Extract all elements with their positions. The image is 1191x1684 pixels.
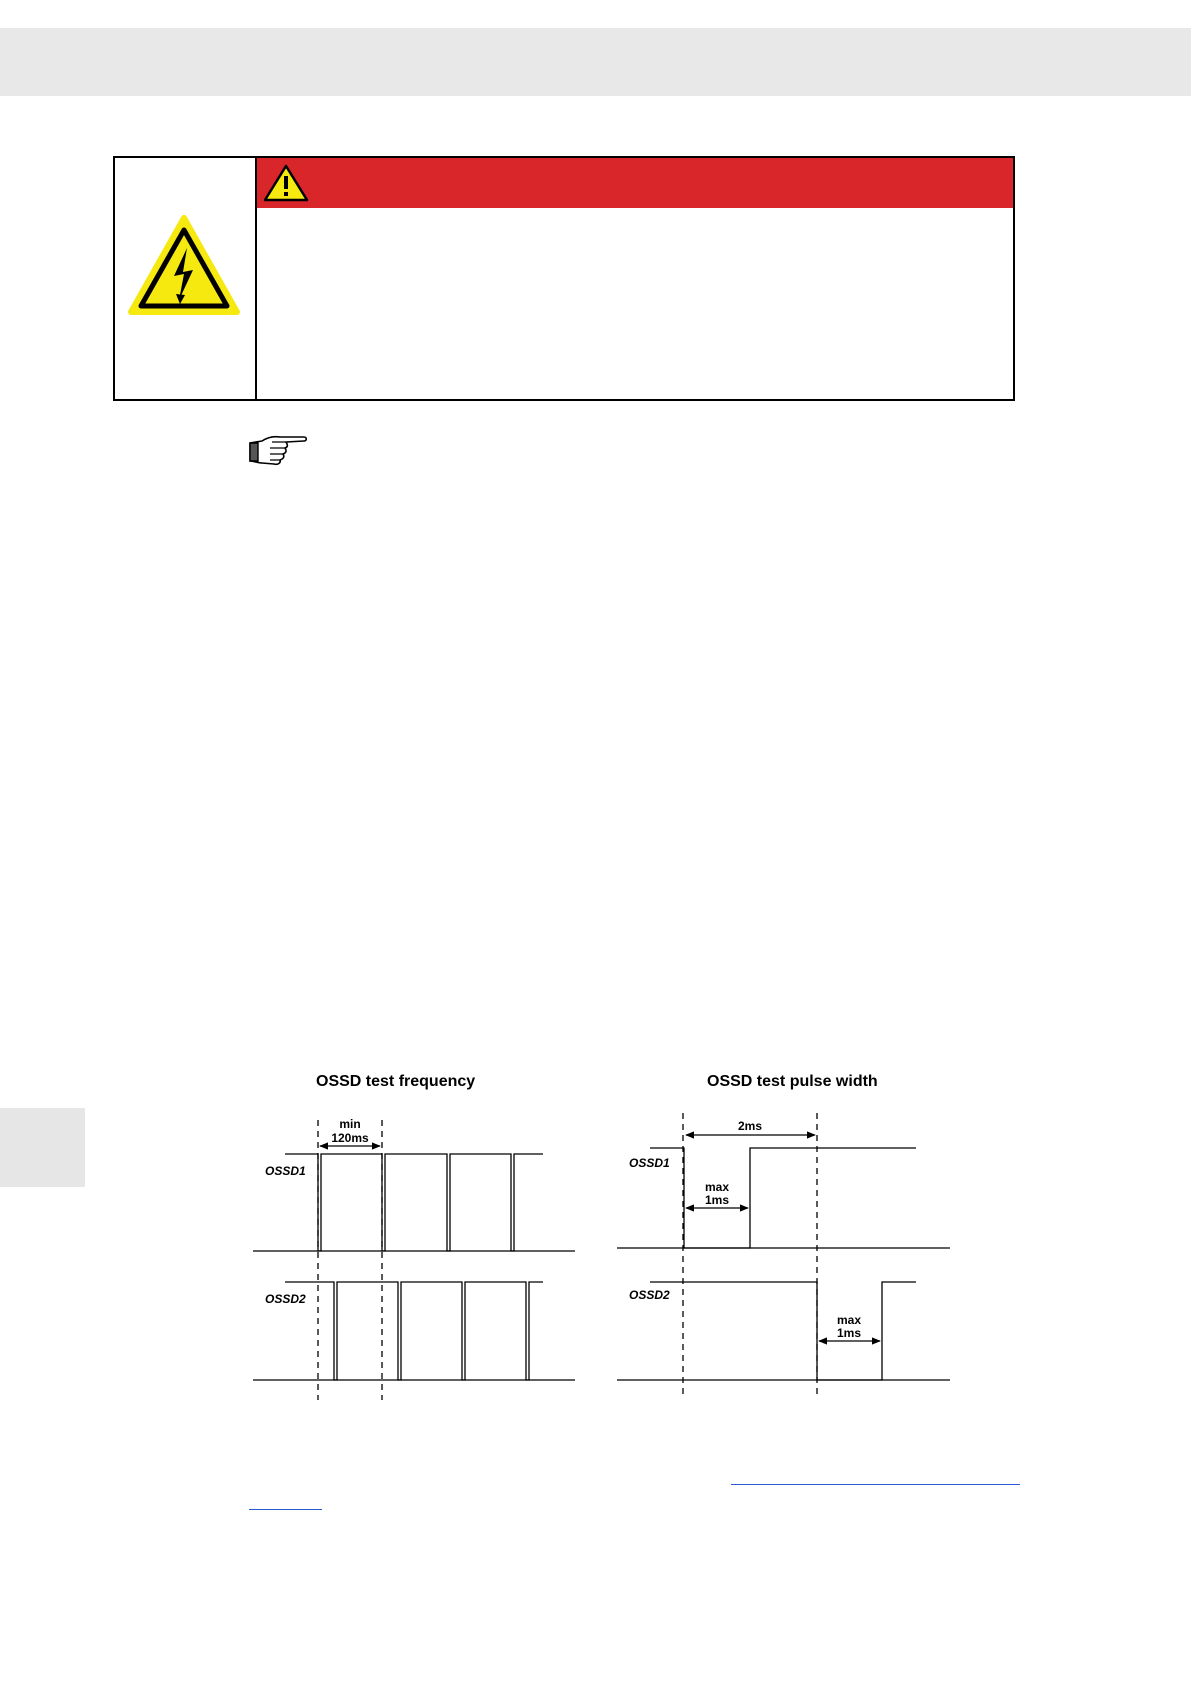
right-2ms-label: 2ms bbox=[737, 1119, 763, 1133]
right-pulse1-1ms-label: 1ms bbox=[704, 1193, 730, 1207]
right-ossd2-label: OSSD2 bbox=[629, 1288, 670, 1302]
figure-title-test-pulse-width: OSSD test pulse width bbox=[707, 1073, 878, 1090]
left-120ms-label: 120ms bbox=[331, 1131, 369, 1145]
left-figure-baselines bbox=[253, 1251, 575, 1380]
left-ossd2-label: OSSD2 bbox=[265, 1292, 306, 1306]
right-pulse1-max-label: max bbox=[704, 1180, 730, 1194]
right-pulse2-max-label: max bbox=[836, 1313, 862, 1327]
hyperlink-underline-line1[interactable] bbox=[731, 1484, 1020, 1485]
left-ossd2-waveform bbox=[285, 1282, 543, 1380]
left-figure-dashed-markers bbox=[318, 1120, 382, 1400]
right-ossd1-waveform bbox=[650, 1148, 916, 1248]
left-ossd1-label: OSSD1 bbox=[265, 1164, 306, 1178]
figure-title-test-frequency: OSSD test frequency bbox=[316, 1073, 476, 1090]
hyperlink-underline-line2[interactable] bbox=[249, 1509, 322, 1510]
right-ossd1-label: OSSD1 bbox=[629, 1156, 670, 1170]
left-ossd1-waveform bbox=[285, 1154, 543, 1251]
right-ossd2-waveform bbox=[650, 1282, 916, 1380]
left-min-label: min bbox=[339, 1117, 361, 1131]
right-pulse2-1ms-label: 1ms bbox=[836, 1326, 862, 1340]
right-figure-baselines bbox=[617, 1248, 950, 1380]
